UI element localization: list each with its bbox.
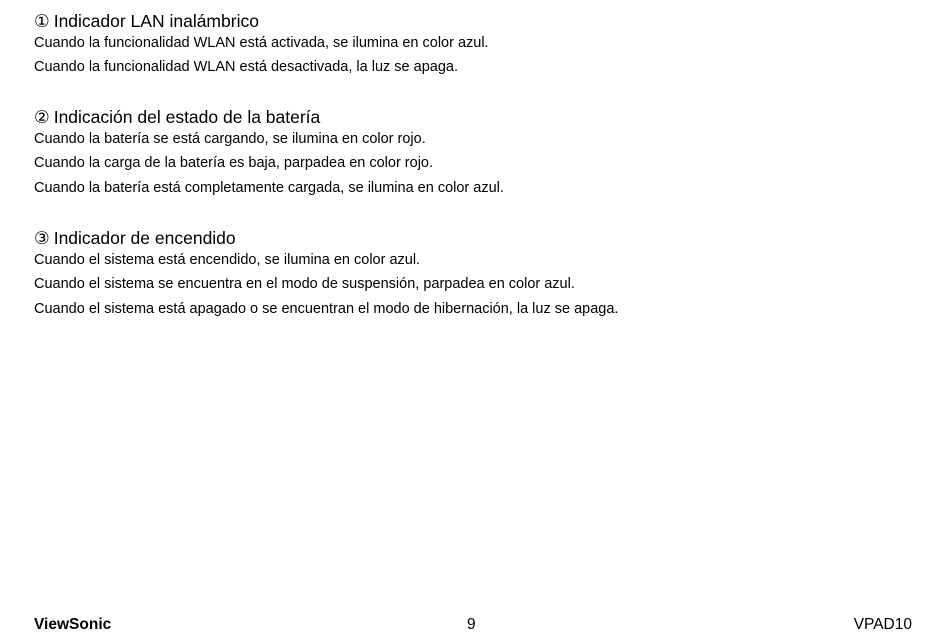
section-heading (34, 11, 914, 31)
section-number: ③ (34, 228, 50, 248)
description-line: Cuando la funcionalidad WLAN está desactivada, la luz se apaga. (34, 59, 458, 76)
section-heading (34, 107, 914, 127)
section-number: ② (34, 107, 50, 127)
section-battery-indicator (34, 107, 914, 200)
footer-model: VPAD10 (853, 616, 912, 633)
description-line: Cuando el sistema se encuentra en el modo de suspensión, parpadea en color azul. (34, 276, 575, 293)
description-line: Cuando la funcionalidad WLAN está activada, se ilumina en color azul. (34, 35, 489, 51)
section-title: Indicador de encendido (53, 228, 236, 248)
section-title: Indicador LAN inalámbrico (53, 11, 259, 31)
footer-brand: ViewSonic (34, 616, 112, 633)
description-line: Cuando la batería se está cargando, se ilumina en color rojo. (34, 131, 426, 147)
description-line: Cuando el sistema está apagado o se encuentran el modo de hibernación, la luz se apaga. (34, 300, 619, 317)
section-title: Indicación del estado de la batería (53, 107, 321, 127)
description-line: Cuando el sistema está encendido, se ilumina en color azul. (34, 252, 421, 268)
description-line: Cuando la carga de la batería es baja, parpadea en color rojo. (34, 155, 434, 172)
section-number: ① (34, 11, 50, 31)
section-wlan-indicator (34, 11, 914, 80)
section-heading (34, 228, 914, 248)
section-power-indicator (34, 228, 914, 321)
footer-page-number: 9 (467, 616, 476, 633)
description-line: Cuando la batería está completamente cargada, se ilumina en color azul. (34, 179, 504, 196)
